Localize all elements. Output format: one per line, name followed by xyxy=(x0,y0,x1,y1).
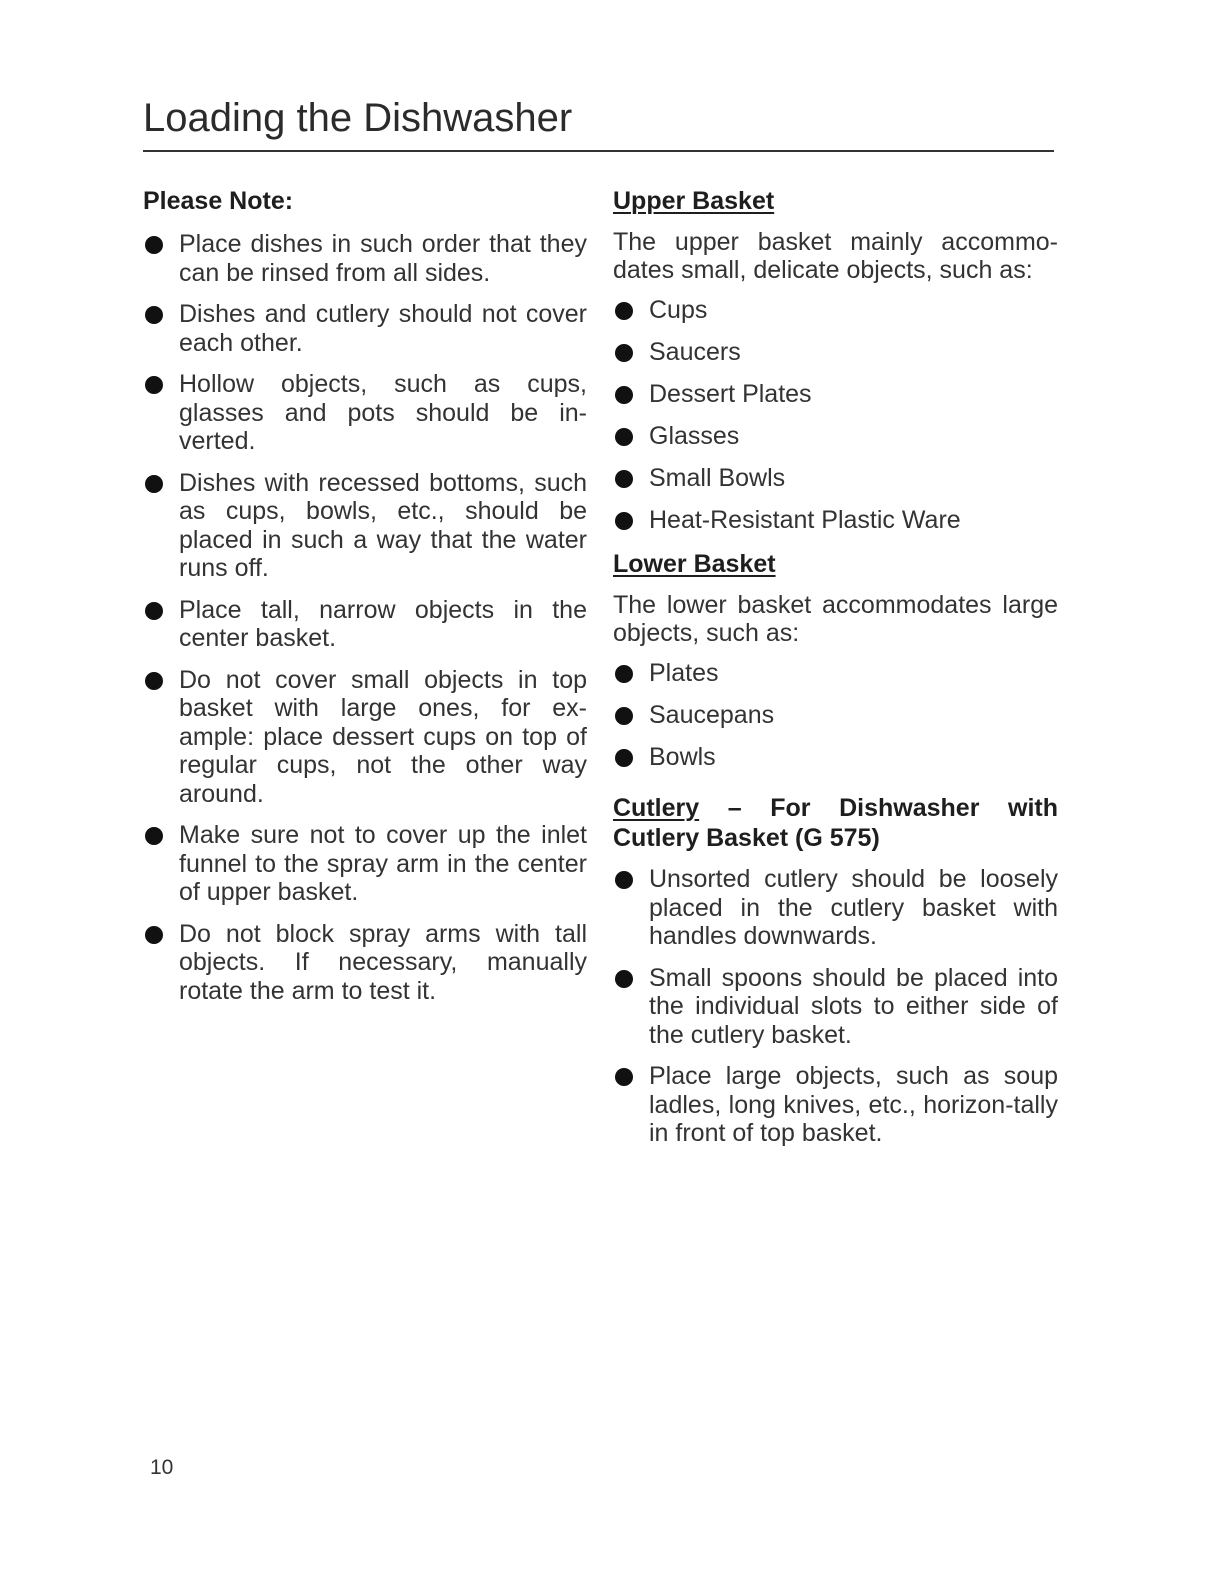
left-column xyxy=(143,186,587,1018)
bullet-icon xyxy=(615,470,633,488)
bullet-icon xyxy=(615,749,633,767)
upper-basket-heading: Upper Basket xyxy=(613,187,775,215)
bullet-icon xyxy=(145,827,163,845)
bullet-icon xyxy=(145,602,163,620)
cutlery-heading xyxy=(613,793,1058,853)
lower-basket-heading: Lower Basket xyxy=(613,549,776,578)
lower-basket-intro: The lower basket accommodates large objects, such as: xyxy=(613,590,1058,647)
list-item: Small Bowls xyxy=(613,464,1058,493)
cutlery-heading-underlined: Cutlery xyxy=(613,794,700,822)
upper-basket-list xyxy=(613,296,1058,535)
list-item: Make sure not to cover up the inlet funnel to the spray arm in the center of upper basket. xyxy=(143,821,587,907)
bullet-icon xyxy=(145,306,163,324)
list-item: Saucers xyxy=(613,338,1058,367)
page-number: 10 xyxy=(150,1456,174,1479)
right-column xyxy=(613,186,1058,1161)
list-item: Dessert Plates xyxy=(613,380,1058,409)
cutlery-list xyxy=(613,865,1058,1148)
bullet-icon xyxy=(615,1068,633,1086)
cutlery-heading-rest: – For Dishwasher with Cutlery Basket (G 575) xyxy=(613,794,1058,852)
please-note-heading: Please Note: xyxy=(143,187,294,215)
list-item: Cups xyxy=(613,296,1058,325)
bullet-icon xyxy=(615,970,633,988)
list-item: Glasses xyxy=(613,422,1058,451)
bullet-icon xyxy=(615,871,633,889)
please-note-list xyxy=(143,230,587,1005)
list-item: Do not block spray arms with tall objects. If necessary, manually rotate the arm to test it. xyxy=(143,920,587,1006)
bullet-icon xyxy=(145,672,163,690)
bullet-icon xyxy=(615,302,633,320)
bullet-icon xyxy=(615,344,633,362)
upper-basket-intro: The upper basket mainly accommo-dates small, delicate objects, such as: xyxy=(613,228,1058,284)
bullet-icon xyxy=(615,512,633,530)
list-item: Plates xyxy=(613,659,1058,688)
bullet-icon xyxy=(615,665,633,683)
list-item: Unsorted cutlery should be loosely placed in the cutlery basket with handles downwards. xyxy=(613,865,1058,951)
list-item: Do not cover small objects in top basket with large ones, for ex-ample: place dessert cups on top of regular cups, not the other way around. xyxy=(143,666,587,809)
list-item: Dishes with recessed bottoms, such as cups, bowls, etc., should be placed in such a way that the water runs off. xyxy=(143,469,587,583)
list-item: Heat-Resistant Plastic Ware xyxy=(613,506,1058,535)
page-title: Loading the Dishwasher xyxy=(143,96,573,140)
list-item: Small spoons should be placed into the individual slots to either side of the cutlery basket. xyxy=(613,964,1058,1050)
bullet-icon xyxy=(145,376,163,394)
bullet-icon xyxy=(145,475,163,493)
bullet-icon xyxy=(615,707,633,725)
bullet-icon xyxy=(145,236,163,254)
list-item: Place large objects, such as soup ladles, long knives, etc., horizon-tally in front of top basket. xyxy=(613,1062,1058,1148)
lower-basket-list xyxy=(613,659,1058,772)
list-item: Saucepans xyxy=(613,701,1058,730)
bullet-icon xyxy=(615,386,633,404)
list-item: Place tall, narrow objects in the center basket. xyxy=(143,596,587,653)
list-item: Hollow objects, such as cups, glasses and pots should be in-verted. xyxy=(143,370,587,456)
bullet-icon xyxy=(145,926,163,944)
list-item: Bowls xyxy=(613,743,1058,772)
bullet-icon xyxy=(615,428,633,446)
list-item: Dishes and cutlery should not cover each other. xyxy=(143,300,587,357)
list-item: Place dishes in such order that they can be rinsed from all sides. xyxy=(143,230,587,287)
title-divider xyxy=(143,150,1054,152)
